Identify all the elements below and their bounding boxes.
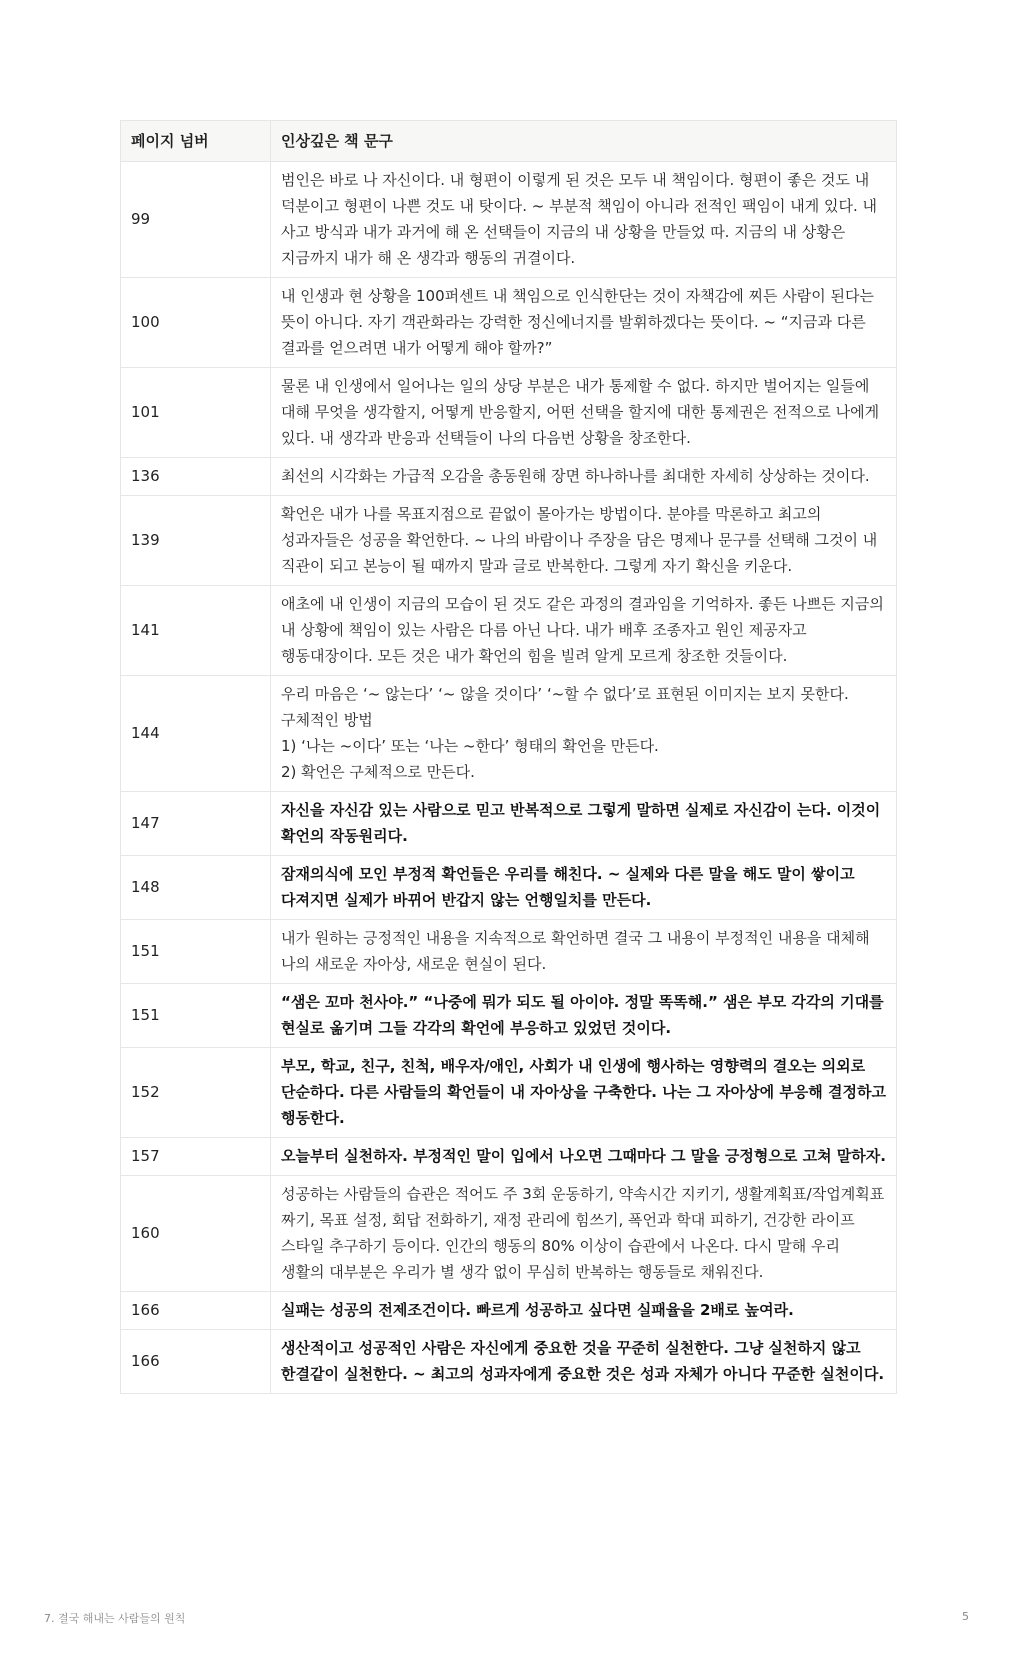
table-header-row xyxy=(121,121,897,162)
page-number-cell: 100 xyxy=(121,278,271,368)
footer-document-title: 7. 결국 해내는 사람들의 원칙 xyxy=(44,1612,186,1625)
page-number-cell: 152 xyxy=(121,1048,271,1138)
table-row xyxy=(121,586,897,676)
quote-cell: 실패는 성공의 전제조건이다. 빠르게 성공하고 싶다면 실패율을 2배로 높여라. xyxy=(271,1292,897,1330)
table-row xyxy=(121,1330,897,1394)
table-row xyxy=(121,856,897,920)
quote-cell: 최선의 시각화는 가급적 오감을 총동원해 장면 하나하나를 최대한 자세히 상상하는 것이다. xyxy=(271,458,897,496)
page-number-cell: 147 xyxy=(121,792,271,856)
page-number-cell: 157 xyxy=(121,1138,271,1176)
table-row xyxy=(121,792,897,856)
quote-cell: 부모, 학교, 친구, 친척, 배우자/애인, 사회가 내 인생에 행사하는 영향력의 결오는 의외로 단순하다. 다른 사람들의 확언들이 내 자아상을 구축한다. 나는 그 자아상에 부응해 결정하고 행동한다. xyxy=(271,1048,897,1138)
quote-cell: “샘은 꼬마 천사야.” “나중에 뭐가 되도 될 아이야. 정말 똑똑해.” 샘은 부모 각각의 기대를 현실로 옮기며 그들 각각의 확언에 부응하고 있었던 것이다. xyxy=(271,984,897,1048)
header-quote: 인상깊은 책 문구 xyxy=(271,121,897,162)
table-row xyxy=(121,1292,897,1330)
table-body xyxy=(121,162,897,1394)
quote-cell: 물론 내 인생에서 일어나는 일의 상당 부분은 내가 통제할 수 없다. 하지만 벌어지는 일들에 대해 무엇을 생각할지, 어떻게 반응할지, 어떤 선택을 할지에 대한 통제권은 전적으로 나에게 있다. 내 생각과 반응과 선택들이 나의 다음번 상황을 창조한다. xyxy=(271,368,897,458)
quote-cell: 내 인생과 현 상황을 100퍼센트 내 책임으로 인식한단는 것이 자책감에 찌든 사람이 된다는 뜻이 아니다. 자기 객관화라는 강력한 정신에너지를 발휘하겠다는 뜻이다. ~ “지금과 다른 결과를 얻으려면 내가 어떻게 해야 할까?” xyxy=(271,278,897,368)
page-number-cell: 144 xyxy=(121,676,271,792)
quote-cell: 확언은 내가 나를 목표지점으로 끝없이 몰아가는 방법이다. 분야를 막론하고 최고의 성과자들은 성공을 확언한다. ~ 나의 바람이나 주장을 담은 명제나 문구를 선택해 그것이 내 직관이 되고 본능이 될 때까지 말과 글로 반복한다. 그렇게 자기 확신을 키운다. xyxy=(271,496,897,586)
table-row xyxy=(121,1176,897,1292)
table-row xyxy=(121,920,897,984)
page-number-cell: 139 xyxy=(121,496,271,586)
page-number-cell: 151 xyxy=(121,984,271,1048)
table-row xyxy=(121,984,897,1048)
table-row xyxy=(121,162,897,278)
table-row xyxy=(121,458,897,496)
quote-line: 2) 확언은 구체적으로 만든다. xyxy=(281,763,475,781)
quote-cell: 성공하는 사람들의 습관은 적어도 주 3회 운동하기, 약속시간 지키기, 생활계획표/작업계획표 짜기, 목표 설정, 회답 전화하기, 재정 관리에 힘쓰기, 폭언과 학대 피하기, 건강한 라이프 스타일 추구하기 등이다. 인간의 행동의 80% 이상이 습관에서 나온다. 다시 말해 우리 생활의 대부분은 우리가 별 생각 없이 무심히 반복하는 행동들로 채워진다. xyxy=(271,1176,897,1292)
table-row xyxy=(121,278,897,368)
page-number-cell: 166 xyxy=(121,1292,271,1330)
quote-line: 구체적인 방법 xyxy=(281,711,373,729)
page-number-cell: 141 xyxy=(121,586,271,676)
header-page-number: 페이지 넘버 xyxy=(121,121,271,162)
page-number-cell: 166 xyxy=(121,1330,271,1394)
quote-cell: 자신을 자신감 있는 사람으로 믿고 반복적으로 그렇게 말하면 실제로 자신감이 는다. 이것이 확언의 작동원리다. xyxy=(271,792,897,856)
quote-cell: 애초에 내 인생이 지금의 모습이 된 것도 같은 과정의 결과임을 기억하자. 좋든 나쁘든 지금의 내 상황에 책임이 있는 사람은 다름 아닌 나다. 내가 배후 조종자고 원인 제공자고 행동대장이다. 모든 것은 내가 확언의 힘을 빌려 알게 모르게 창조한 것들이다. xyxy=(271,586,897,676)
table-row xyxy=(121,1048,897,1138)
quote-cell: 오늘부터 실천하자. 부정적인 말이 입에서 나오면 그때마다 그 말을 긍정형으로 고쳐 말하자. xyxy=(271,1138,897,1176)
table-row xyxy=(121,676,897,792)
page-number-cell: 136 xyxy=(121,458,271,496)
table-row xyxy=(121,368,897,458)
page-number-cell: 101 xyxy=(121,368,271,458)
page-number-cell: 148 xyxy=(121,856,271,920)
quote-cell xyxy=(271,676,897,792)
table-row xyxy=(121,496,897,586)
footer-page-number: 5 xyxy=(962,1610,969,1623)
quote-line: 1) ‘나는 ~이다’ 또는 ‘나는 ~한다’ 형태의 확언을 만든다. xyxy=(281,737,659,755)
quote-cell: 내가 원하는 긍정적인 내용을 지속적으로 확언하면 결국 그 내용이 부정적인 내용을 대체해 나의 새로운 자아상, 새로운 현실이 된다. xyxy=(271,920,897,984)
quote-cell: 잠재의식에 모인 부정적 확언들은 우리를 해친다. ~ 실제와 다른 말을 해도 말이 쌓이고 다져지면 실제가 바뀌어 반갑지 않는 언행일치를 만든다. xyxy=(271,856,897,920)
page-number-cell: 99 xyxy=(121,162,271,278)
quote-line: 우리 마음은 ‘~ 않는다’ ‘~ 않을 것이다’ ‘~할 수 없다’로 표현된 이미지는 보지 못한다. xyxy=(281,685,849,703)
quote-cell: 범인은 바로 나 자신이다. 내 형편이 이렇게 된 것은 모두 내 책임이다. 형편이 좋은 것도 내 덕분이고 형편이 나쁜 것도 내 탓이다. ~ 부분적 책임이 아니라 전적인 팩임이 내게 있다. 내 사고 방식과 내가 과거에 해 온 선택들이 지금의 내 상황을 만들었 따. 지금의 내 상황은 지금까지 내가 해 온 생각과 행동의 귀결이다. xyxy=(271,162,897,278)
quote-cell: 생산적이고 성공적인 사람은 자신에게 중요한 것을 꾸준히 실천한다. 그냥 실천하지 않고 한결같이 실천한다. ~ 최고의 성과자에게 중요한 것은 성과 자체가 아니다 꾸준한 실천이다. xyxy=(271,1330,897,1394)
page-number-cell: 160 xyxy=(121,1176,271,1292)
page-number-cell: 151 xyxy=(121,920,271,984)
quotes-table xyxy=(120,120,897,1394)
quotes-table-container xyxy=(120,120,896,1394)
table-row xyxy=(121,1138,897,1176)
